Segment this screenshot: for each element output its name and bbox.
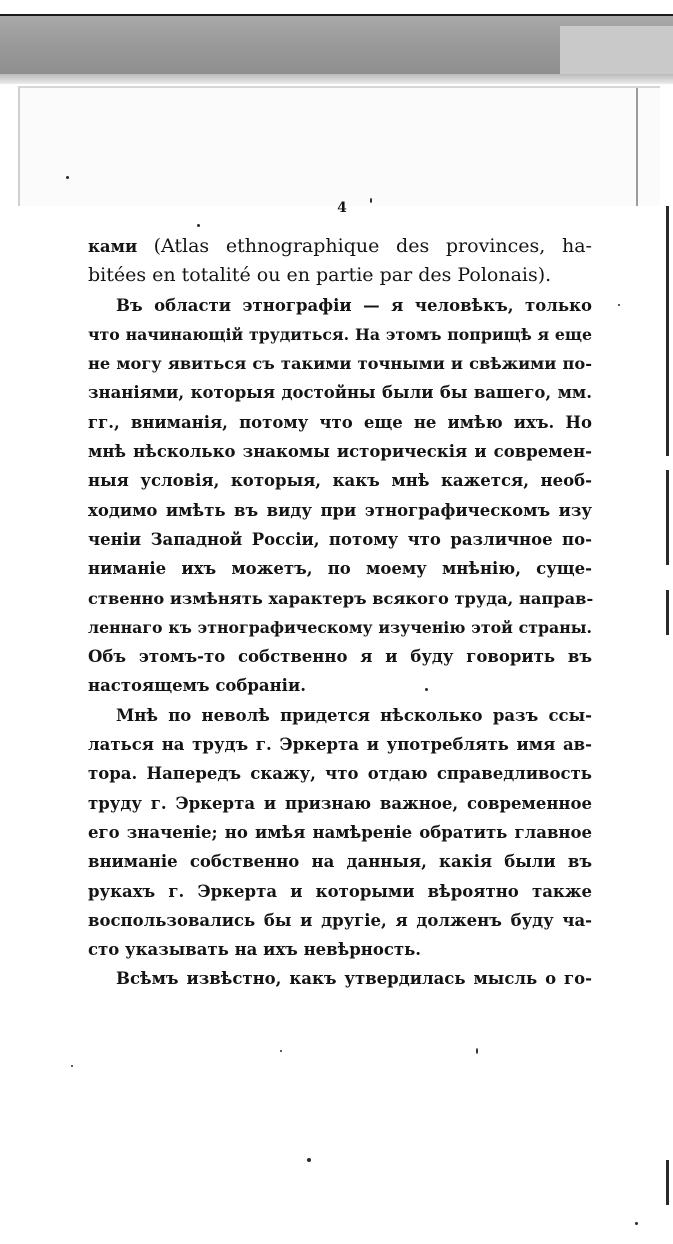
- text-line: сто указывать на ихъ невѣрность.: [88, 940, 422, 960]
- page-number: 4: [337, 200, 347, 216]
- text-line: Мнѣ по неволѣ придется нѣсколько разъ ссы-: [116, 705, 592, 725]
- text-line: не могу явиться съ такими точными и свѣжими по-: [88, 354, 592, 374]
- text-line: настоящемъ собраніи.: [88, 676, 306, 696]
- paper-sheet-right-edge: [636, 88, 638, 206]
- scan-shadow-fade: [0, 74, 673, 84]
- right-margin-rule: [666, 206, 669, 456]
- right-margin-rule: [666, 1160, 669, 1205]
- text-line: труду г. Эркерта и признаю важное, современное: [88, 793, 592, 813]
- scan-speck: [66, 176, 69, 179]
- text-line: леннаго къ этнографическому изученію этой страны.: [88, 617, 592, 637]
- text-line: знаніями, которыя достойны были бы вашего, мм.: [88, 383, 592, 403]
- scan-header-area: [0, 0, 673, 206]
- scan-speck: [476, 1048, 478, 1054]
- text-line: bitées en totalité ou en partie par des Polonais).: [88, 264, 552, 287]
- scan-speck: [280, 1050, 282, 1052]
- scan-speck: [197, 224, 200, 227]
- text-line: ственно измѣнять характеръ всякого труда, направ-: [88, 588, 594, 608]
- text-line: вниманіе собственно на данныя, какія были въ: [88, 852, 592, 872]
- scan-speck: [618, 304, 620, 306]
- scan-speck: [307, 1158, 311, 1162]
- scan-speck: [370, 198, 372, 203]
- text-line: Въ области этнографіи — я человѣкъ, только: [116, 295, 592, 315]
- text-line: рукахъ г. Эркерта и которыми вѣроятно также: [88, 881, 592, 901]
- right-margin-rule: [666, 470, 669, 565]
- text-line: Объ этомъ-то собственно я и буду говорить въ: [88, 647, 592, 667]
- text-line: ныя условія, которыя, какъ мнѣ кажется, необ-: [88, 471, 592, 491]
- text-line-lead: ками: [88, 237, 154, 256]
- paper-sheet-edge: [18, 86, 660, 206]
- scan-shadow-highlight: [560, 26, 673, 76]
- body-text: [88, 232, 592, 994]
- text-line: мнѣ нѣсколько знакомы историческія и современ-: [88, 442, 592, 462]
- text-line: ками (Atlas ethnographique des provinces, ha-: [88, 235, 592, 257]
- text-line: ходимо имѣть въ виду при этнографическомъ изу: [88, 500, 592, 520]
- text-line: воспользовались бы и другіе, я долженъ буду ча-: [88, 910, 592, 930]
- text-line: Всѣмъ извѣстно, какъ утвердилась мысль о го-: [116, 969, 592, 989]
- text-line: что начинающій трудиться. На этомъ поприщѣ я еще: [88, 324, 592, 344]
- text-line: тора. Напередъ скажу, что отдаю справедливость: [88, 764, 592, 784]
- scan-speck: [635, 1222, 638, 1225]
- right-margin-rule: [666, 590, 669, 635]
- text-line: его значеніе; но имѣя намѣреніе обратить главное: [88, 822, 592, 842]
- text-line: ченіи Западной Россіи, потому что различное по-: [88, 529, 592, 549]
- text-line: ниманіе ихъ можетъ, по моему мнѣнію, суще-: [88, 559, 592, 579]
- text-line: латься на трудъ г. Эркерта и употреблять имя ав-: [88, 735, 592, 755]
- text-line: гг., вниманія, потому что еще не имѣю ихъ. Но: [88, 412, 592, 432]
- text-line-content: Atlas ethnographique des provinces, ha-: [161, 235, 592, 257]
- scan-speck: [71, 1065, 73, 1067]
